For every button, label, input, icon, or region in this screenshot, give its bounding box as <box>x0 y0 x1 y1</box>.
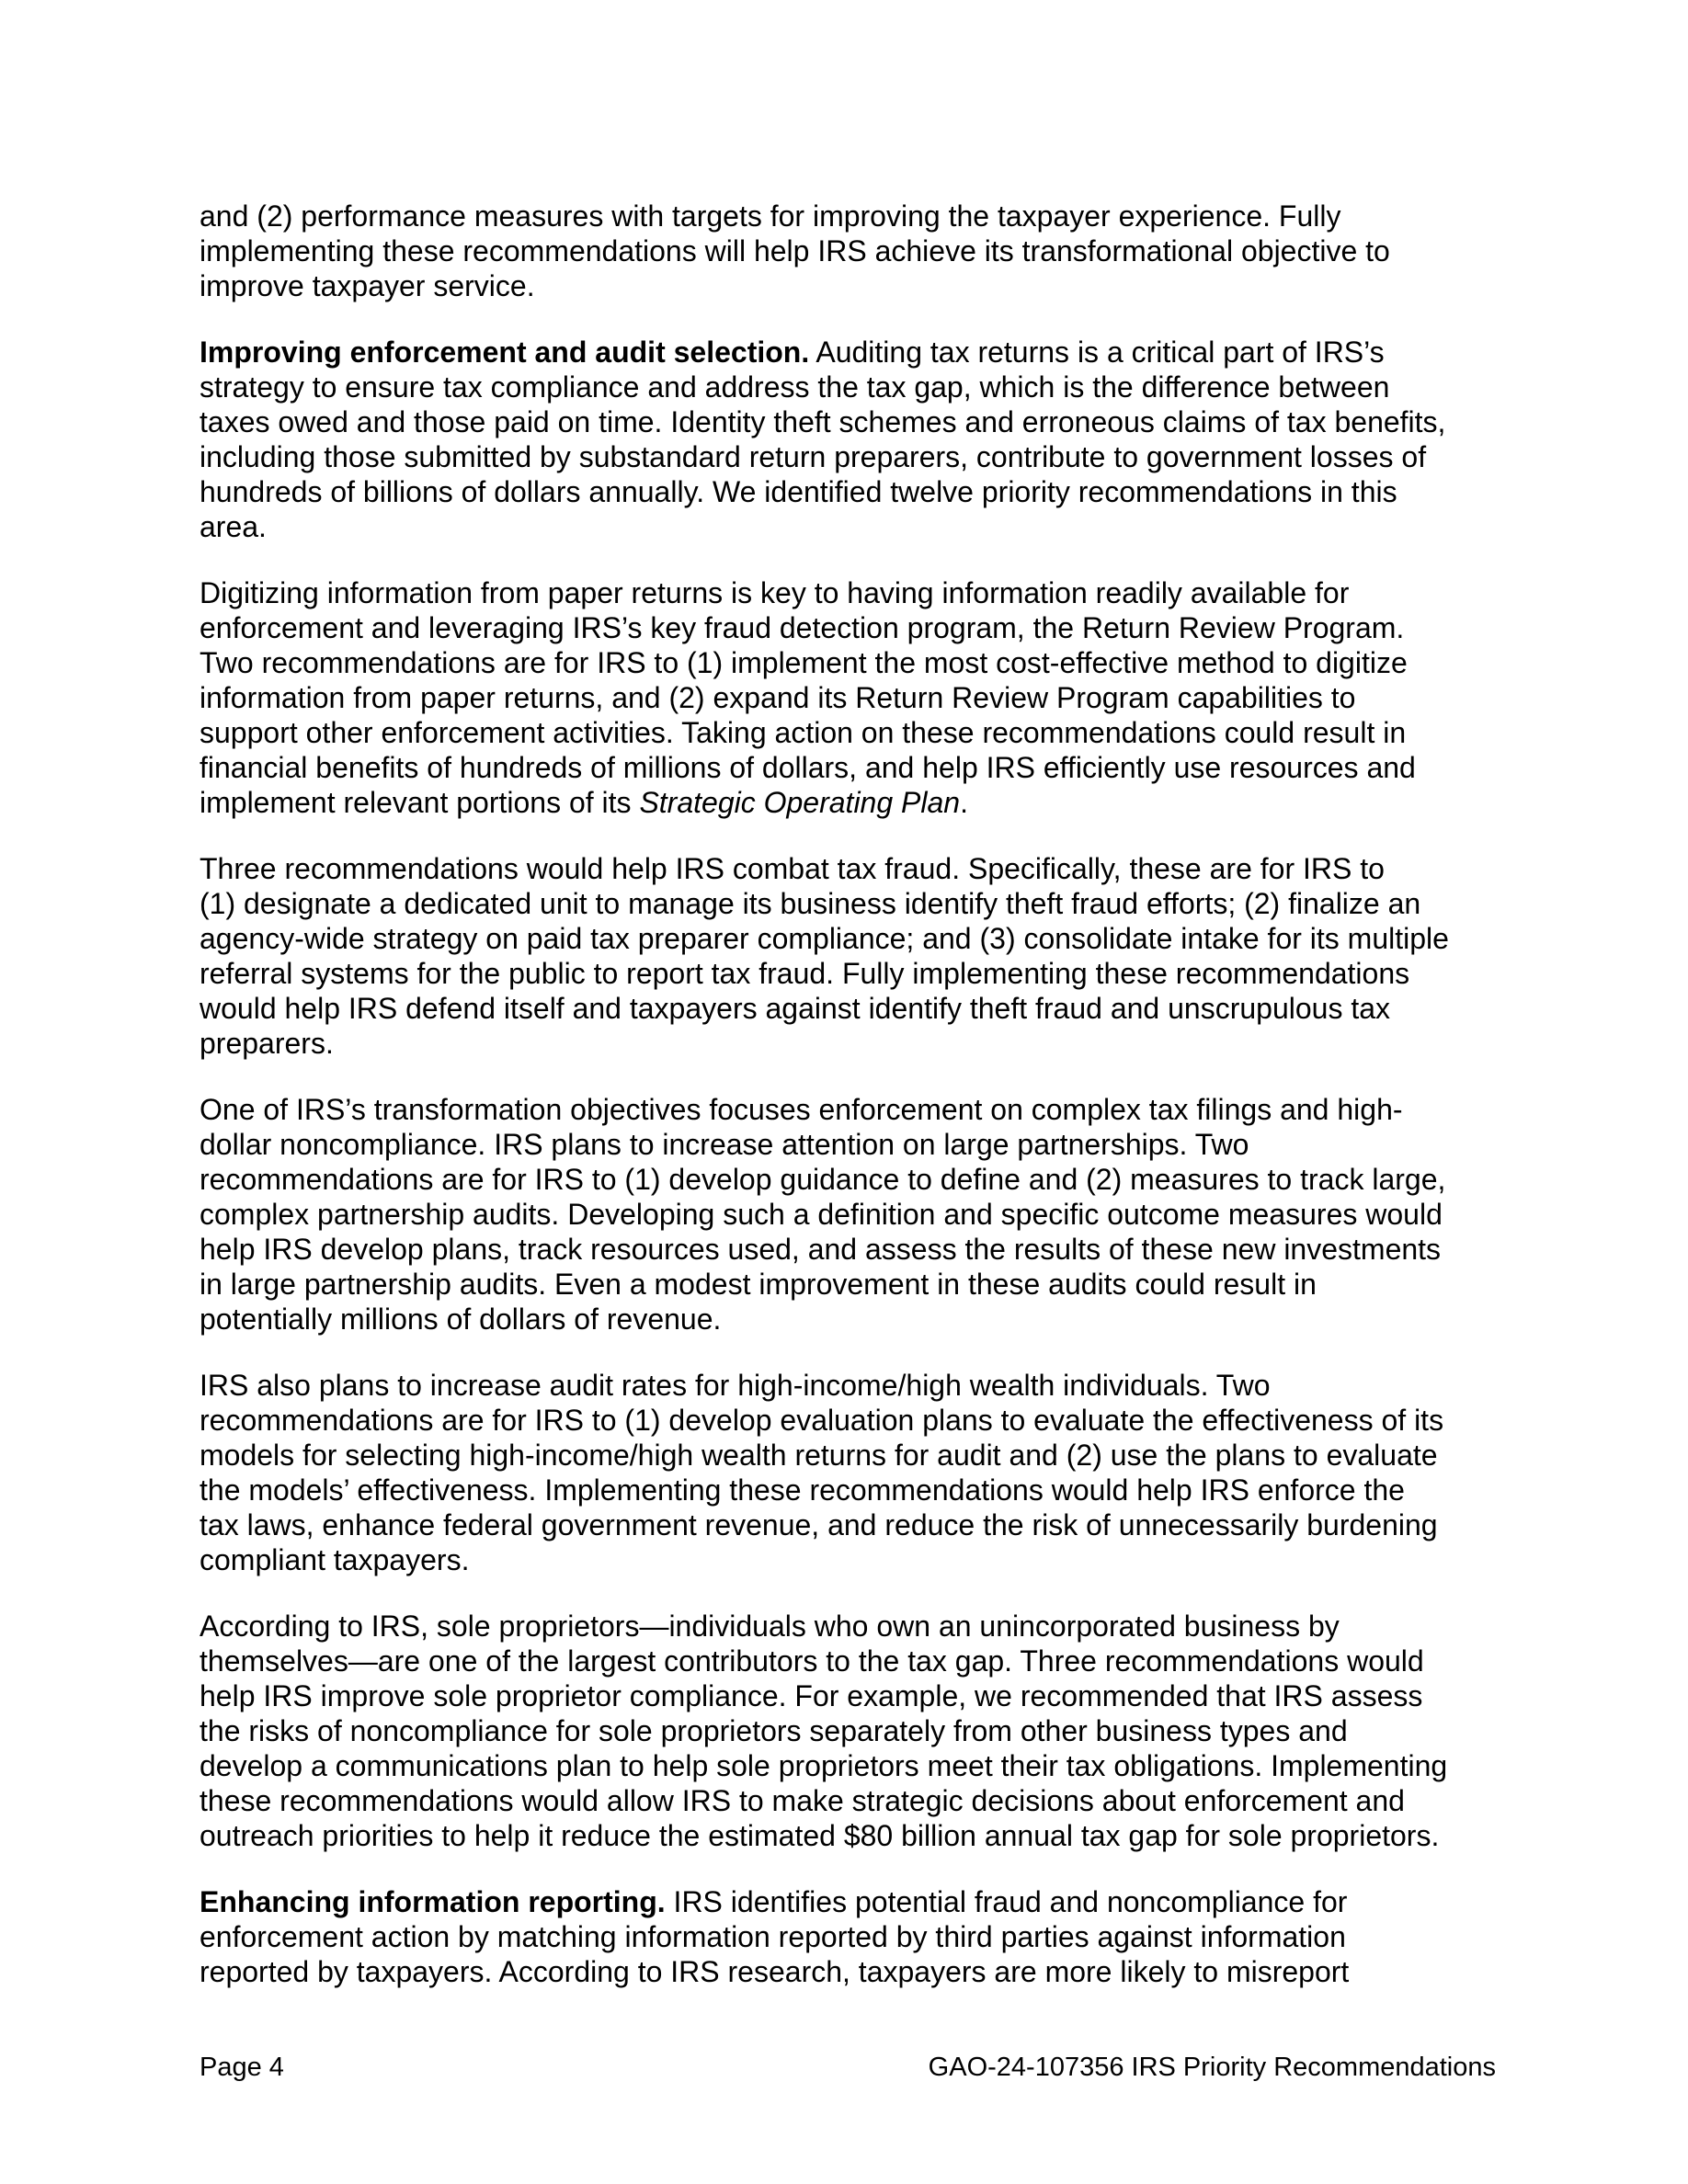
text-line: these recommendations would allow IRS to make strategic decisions about enforcement and <box>200 1784 1405 1817</box>
section-heading-information-reporting: Enhancing information reporting. <box>200 1885 666 1918</box>
text-line: hundreds of billions of dollars annually. We identified twelve priority recommendations in this <box>200 475 1397 508</box>
text-line: referral systems for the public to report tax fraud. Fully implementing these recommendations <box>200 957 1410 990</box>
text-line: reported by taxpayers. According to IRS research, taxpayers are more likely to misreport <box>200 1955 1350 1988</box>
text-line: complex partnership audits. Developing such a definition and specific outcome measures would <box>200 1198 1443 1231</box>
text-line: According to IRS, sole proprietors—individuals who own an unincorporated business by <box>200 1610 1340 1643</box>
text-line: dollar noncompliance. IRS plans to increase attention on large partnerships. Two <box>200 1128 1249 1161</box>
text-run: . <box>960 786 968 819</box>
text-line: recommendations are for IRS to (1) develop guidance to define and (2) measures to track large, <box>200 1163 1446 1196</box>
paragraph-taxpayer-experience <box>200 199 1496 303</box>
text-line: compliant taxpayers. <box>200 1543 470 1576</box>
text-line: help IRS improve sole proprietor compliance. For example, we recommended that IRS assess <box>200 1679 1423 1712</box>
text-run: Auditing tax returns is a critical part of IRS’s <box>809 336 1385 369</box>
text-line: Two recommendations are for IRS to (1) implement the most cost-effective method to digitize <box>200 646 1408 679</box>
text-run: IRS identifies potential fraud and noncompliance for <box>665 1885 1348 1918</box>
text-line: improve taxpayer service. <box>200 269 535 302</box>
plan-title: Strategic Operating Plan <box>639 786 961 819</box>
paragraph-partnerships <box>200 1092 1496 1337</box>
text-line: recommendations are for IRS to (1) develop evaluation plans to evaluate the effectiveness of its <box>200 1404 1444 1437</box>
text-line: develop a communications plan to help sole proprietors meet their tax obligations. Implementing <box>200 1749 1448 1782</box>
text-line: and (2) performance measures with targets for improving the taxpayer experience. Fully <box>200 199 1341 233</box>
paragraph-high-income <box>200 1368 1496 1577</box>
paragraph-tax-fraud <box>200 851 1496 1061</box>
text-line: tax laws, enhance federal government revenue, and reduce the risk of unnecessarily burdening <box>200 1508 1438 1541</box>
text-line: (1) designate a dedicated unit to manage its business identify theft fraud efforts; (2) finalize an <box>200 887 1421 920</box>
text-line: would help IRS defend itself and taxpayers against identify theft fraud and unscrupulous tax <box>200 992 1391 1025</box>
text-line: agency-wide strategy on paid tax preparer compliance; and (3) consolidate intake for its multiple <box>200 922 1449 955</box>
text-line <box>200 1884 1496 1919</box>
text-line: enforcement and leveraging IRS’s key fraud detection program, the Return Review Program. <box>200 611 1405 644</box>
text-line: One of IRS’s transformation objectives focuses enforcement on complex tax filings and high- <box>200 1093 1403 1126</box>
paragraph-information-reporting <box>200 1884 1496 1989</box>
text-line: support other enforcement activities. Taking action on these recommendations could result in <box>200 716 1407 749</box>
text-line: potentially millions of dollars of revenue. <box>200 1302 722 1336</box>
paragraph-enforcement-audit <box>200 335 1496 544</box>
paragraph-sole-proprietors <box>200 1609 1496 1853</box>
text-line: IRS also plans to increase audit rates for high-income/high wealth individuals. Two <box>200 1369 1271 1402</box>
report-title: GAO-24-107356 IRS Priority Recommendations <box>928 2053 1496 2082</box>
text-line: including those submitted by substandard return preparers, contribute to government losses of <box>200 440 1427 473</box>
text-line: themselves—are one of the largest contributors to the tax gap. Three recommendations would <box>200 1644 1424 1678</box>
text-line: preparers. <box>200 1027 334 1060</box>
text-line: Three recommendations would help IRS combat tax fraud. Specifically, these are for IRS to <box>200 852 1385 885</box>
text-line: taxes owed and those paid on time. Identity theft schemes and erroneous claims of tax benefits, <box>200 405 1446 438</box>
page-number: Page 4 <box>200 2053 284 2082</box>
text-line: the risks of noncompliance for sole proprietors separately from other business types and <box>200 1714 1348 1747</box>
text-line <box>200 335 1496 370</box>
section-heading-enforcement: Improving enforcement and audit selection. <box>200 336 810 369</box>
text-line: information from paper returns, and (2) expand its Return Review Program capabilities to <box>200 681 1356 714</box>
text-line: the models’ effectiveness. Implementing these recommendations would help IRS enforce the <box>200 1473 1405 1507</box>
text-line: models for selecting high-income/high wealth returns for audit and (2) use the plans to evaluate <box>200 1439 1438 1472</box>
text-run: implement relevant portions of its <box>200 786 640 819</box>
text-line: financial benefits of hundreds of millions of dollars, and help IRS efficiently use resources and <box>200 751 1416 784</box>
text-line: strategy to ensure tax compliance and address the tax gap, which is the difference between <box>200 370 1390 404</box>
text-line: help IRS develop plans, track resources used, and assess the results of these new investments <box>200 1233 1442 1266</box>
text-line: Digitizing information from paper returns is key to having information readily available for <box>200 576 1350 609</box>
text-line: implementing these recommendations will help IRS achieve its transformational objective to <box>200 234 1390 267</box>
body-text <box>200 199 1496 2020</box>
text-line: outreach priorities to help it reduce the estimated $80 billion annual tax gap for sole proprietors. <box>200 1819 1440 1852</box>
text-line <box>200 785 1496 820</box>
text-line: enforcement action by matching information reported by third parties against information <box>200 1920 1346 1953</box>
paragraph-digitizing <box>200 575 1496 820</box>
text-line: in large partnership audits. Even a modest improvement in these audits could result in <box>200 1268 1317 1301</box>
text-line: area. <box>200 510 267 543</box>
